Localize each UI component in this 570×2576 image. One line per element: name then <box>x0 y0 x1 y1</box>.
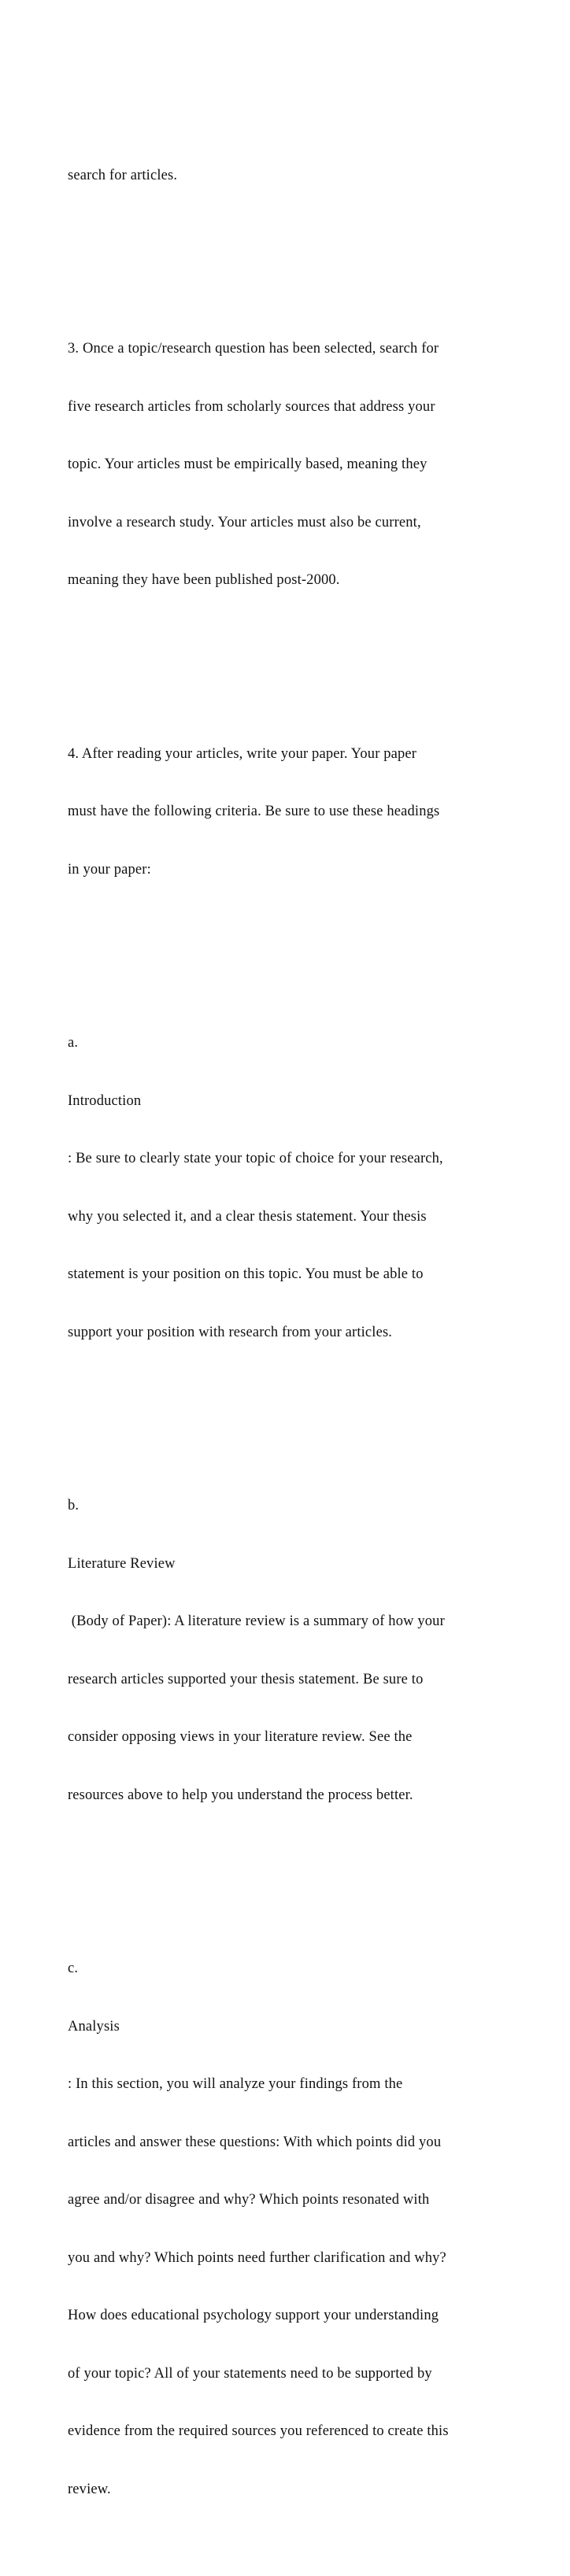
text-line: meaning they have been published post-2000. <box>68 572 340 588</box>
text-line: 3. Once a topic/research question has been selected, search for <box>68 341 439 357</box>
text-line: involve a research study. Your articles must also be current, <box>68 514 421 530</box>
section-introduction <box>68 995 548 1380</box>
text-line: articles and answer these questions: With which points did you <box>68 2134 442 2150</box>
text-line: why you selected it, and a clear thesis statement. Your thesis <box>68 1208 427 1225</box>
section-letter: c. <box>68 1961 79 1976</box>
text-line: topic. Your articles must be empirically based, meaning they <box>68 456 428 472</box>
paragraph-search-articles <box>68 128 548 224</box>
paragraph-step-4 <box>68 706 548 918</box>
text-line: of your topic? All of your statements need to be supported by <box>68 2365 432 2382</box>
section-analysis <box>68 1920 548 2537</box>
text-line: statement is your position on this topic. You must be able to <box>68 1266 424 1282</box>
text-line: (Body of Paper): A literature review is a summary of how your <box>68 1613 445 1629</box>
document-page <box>68 69 548 2576</box>
text-line: research articles supported your thesis statement. Be sure to <box>68 1671 424 1687</box>
section-heading: Introduction <box>68 1092 142 1109</box>
text-line: support your position with research from your articles. <box>68 1324 393 1340</box>
section-heading: Literature Review <box>68 1555 176 1572</box>
text-line: : In this section, you will analyze your findings from the <box>68 2076 403 2092</box>
text-line: review. <box>68 2481 111 2497</box>
section-letter: a. <box>68 1035 79 1051</box>
text-line: five research articles from scholarly sources that address your <box>68 398 435 415</box>
text-line: How does educational psychology support your understanding <box>68 2308 439 2323</box>
section-letter: b. <box>68 1498 80 1513</box>
text-line: consider opposing views in your literature review. See the <box>68 1729 413 1745</box>
section-heading: Analysis <box>68 2018 120 2035</box>
text-line: 4. After reading your articles, write your paper. Your paper <box>68 745 417 762</box>
text-line: search for articles. <box>68 167 178 183</box>
text-line: you and why? Which points need further clarification and why? <box>68 2249 446 2266</box>
text-line: must have the following criteria. Be sure to use these headings <box>68 804 440 819</box>
text-line: evidence from the required sources you referenced to create this <box>68 2423 449 2439</box>
text-line: : Be sure to clearly state your topic of choice for your research, <box>68 1151 443 1166</box>
text-line: resources above to help you understand the process better. <box>68 1787 413 1803</box>
paragraph-step-3 <box>68 301 548 629</box>
section-literature-review <box>68 1458 548 1843</box>
text-line: in your paper: <box>68 861 151 878</box>
text-line: agree and/or disagree and why? Which points resonated with <box>68 2192 430 2208</box>
